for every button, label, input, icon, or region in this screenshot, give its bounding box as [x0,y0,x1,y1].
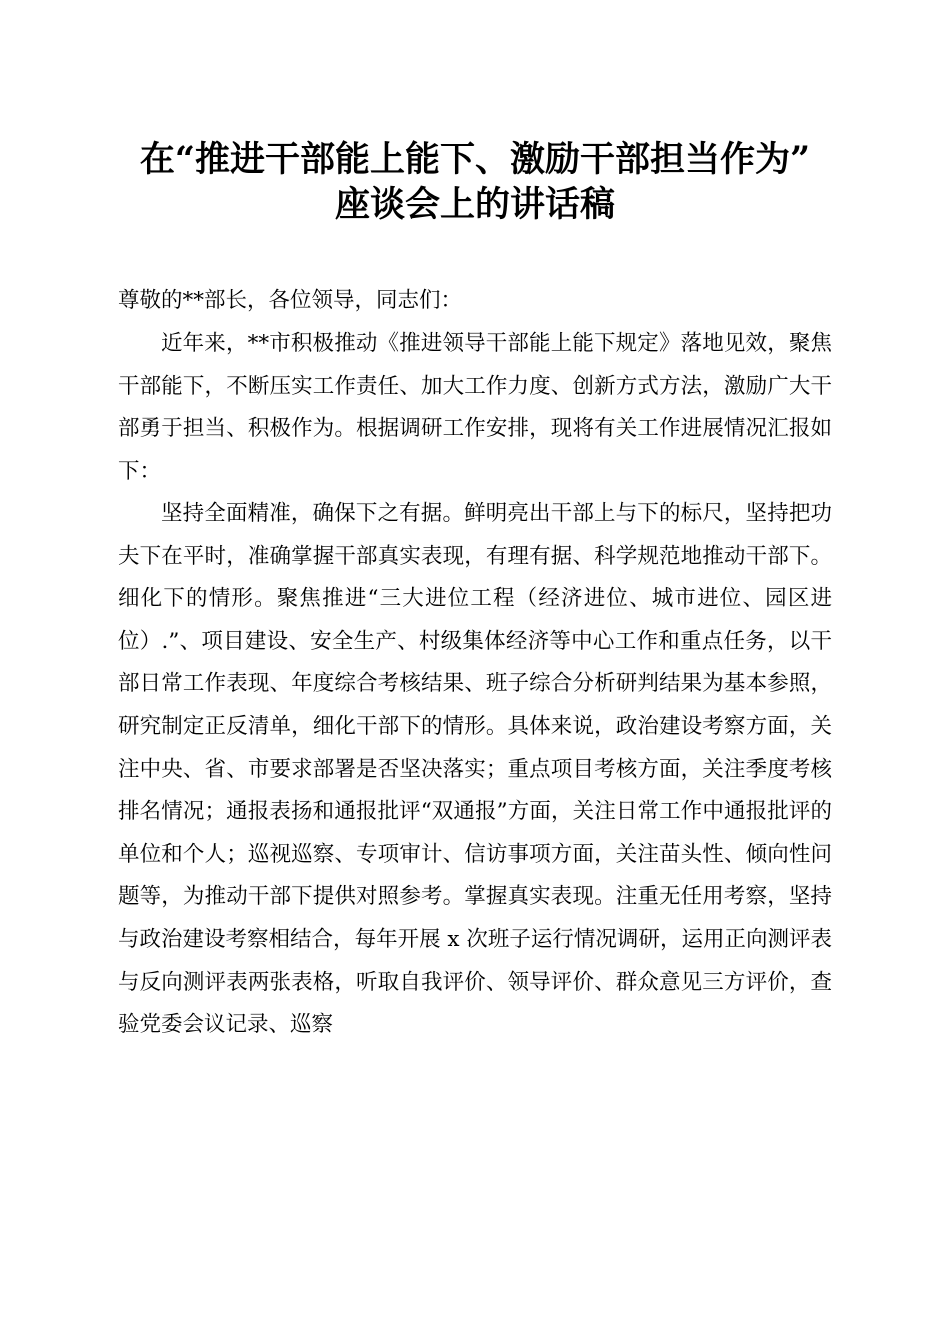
salutation: 尊敬的**部长，各位领导，同志们： [118,288,463,313]
paragraph-intro: 近年来，**市积极推动《推进领导干部能上能下规定》落地见效，聚焦干部能下，不断压实工作责任、加大工作力度、创新方式方法，激励广大干部勇于担当、积极作为。根据调研工作安排，现将有关工作进展情况汇报如下： [118,331,832,484]
paragraph-main: 坚持全面精准，确保下之有据。鲜明亮出干部上与下的标尺，坚持把功夫下在平时，准确掌握干部真实表现，有理有据、科学规范地推动干部下。细化下的情形。聚焦推进“三大进位工程（经济进位、城市进位、园区进位）.”、项目建设、安全生产、村级集体经济等中心工作和重点任务，以干部日常工作表现、年度综合考核结果、班子综合分析研判结果为基本参照，研究制定正反清单，细化干部下的情形。具体来说，政治建设考察方面，关注中央、省、市要求部署是否坚决落实；重点项目考核方面，关注季度考核排名情况；通报表扬和通报批评“双通报”方面，关注日常工作中通报批评的单位和个人；巡视巡察、专项审计、信访事项方面，关注苗头性、倾向性问题等，为推动干部下提供对照参考。掌握真实表现。注重无任用考察，坚持与政治建设考察相结合，每年开展 x 次班子运行情况调研，运用正向测评表与反向测评表两张表格，听取自我评价、领导评价、群众意见三方评价，查验党委会议记录、巡察 [118,501,832,1038]
document-title-line-1: 在“推进干部能上能下、激励干部担当作为” [139,139,811,180]
document-title-line-2: 座谈会上的讲话稿 [334,184,615,225]
